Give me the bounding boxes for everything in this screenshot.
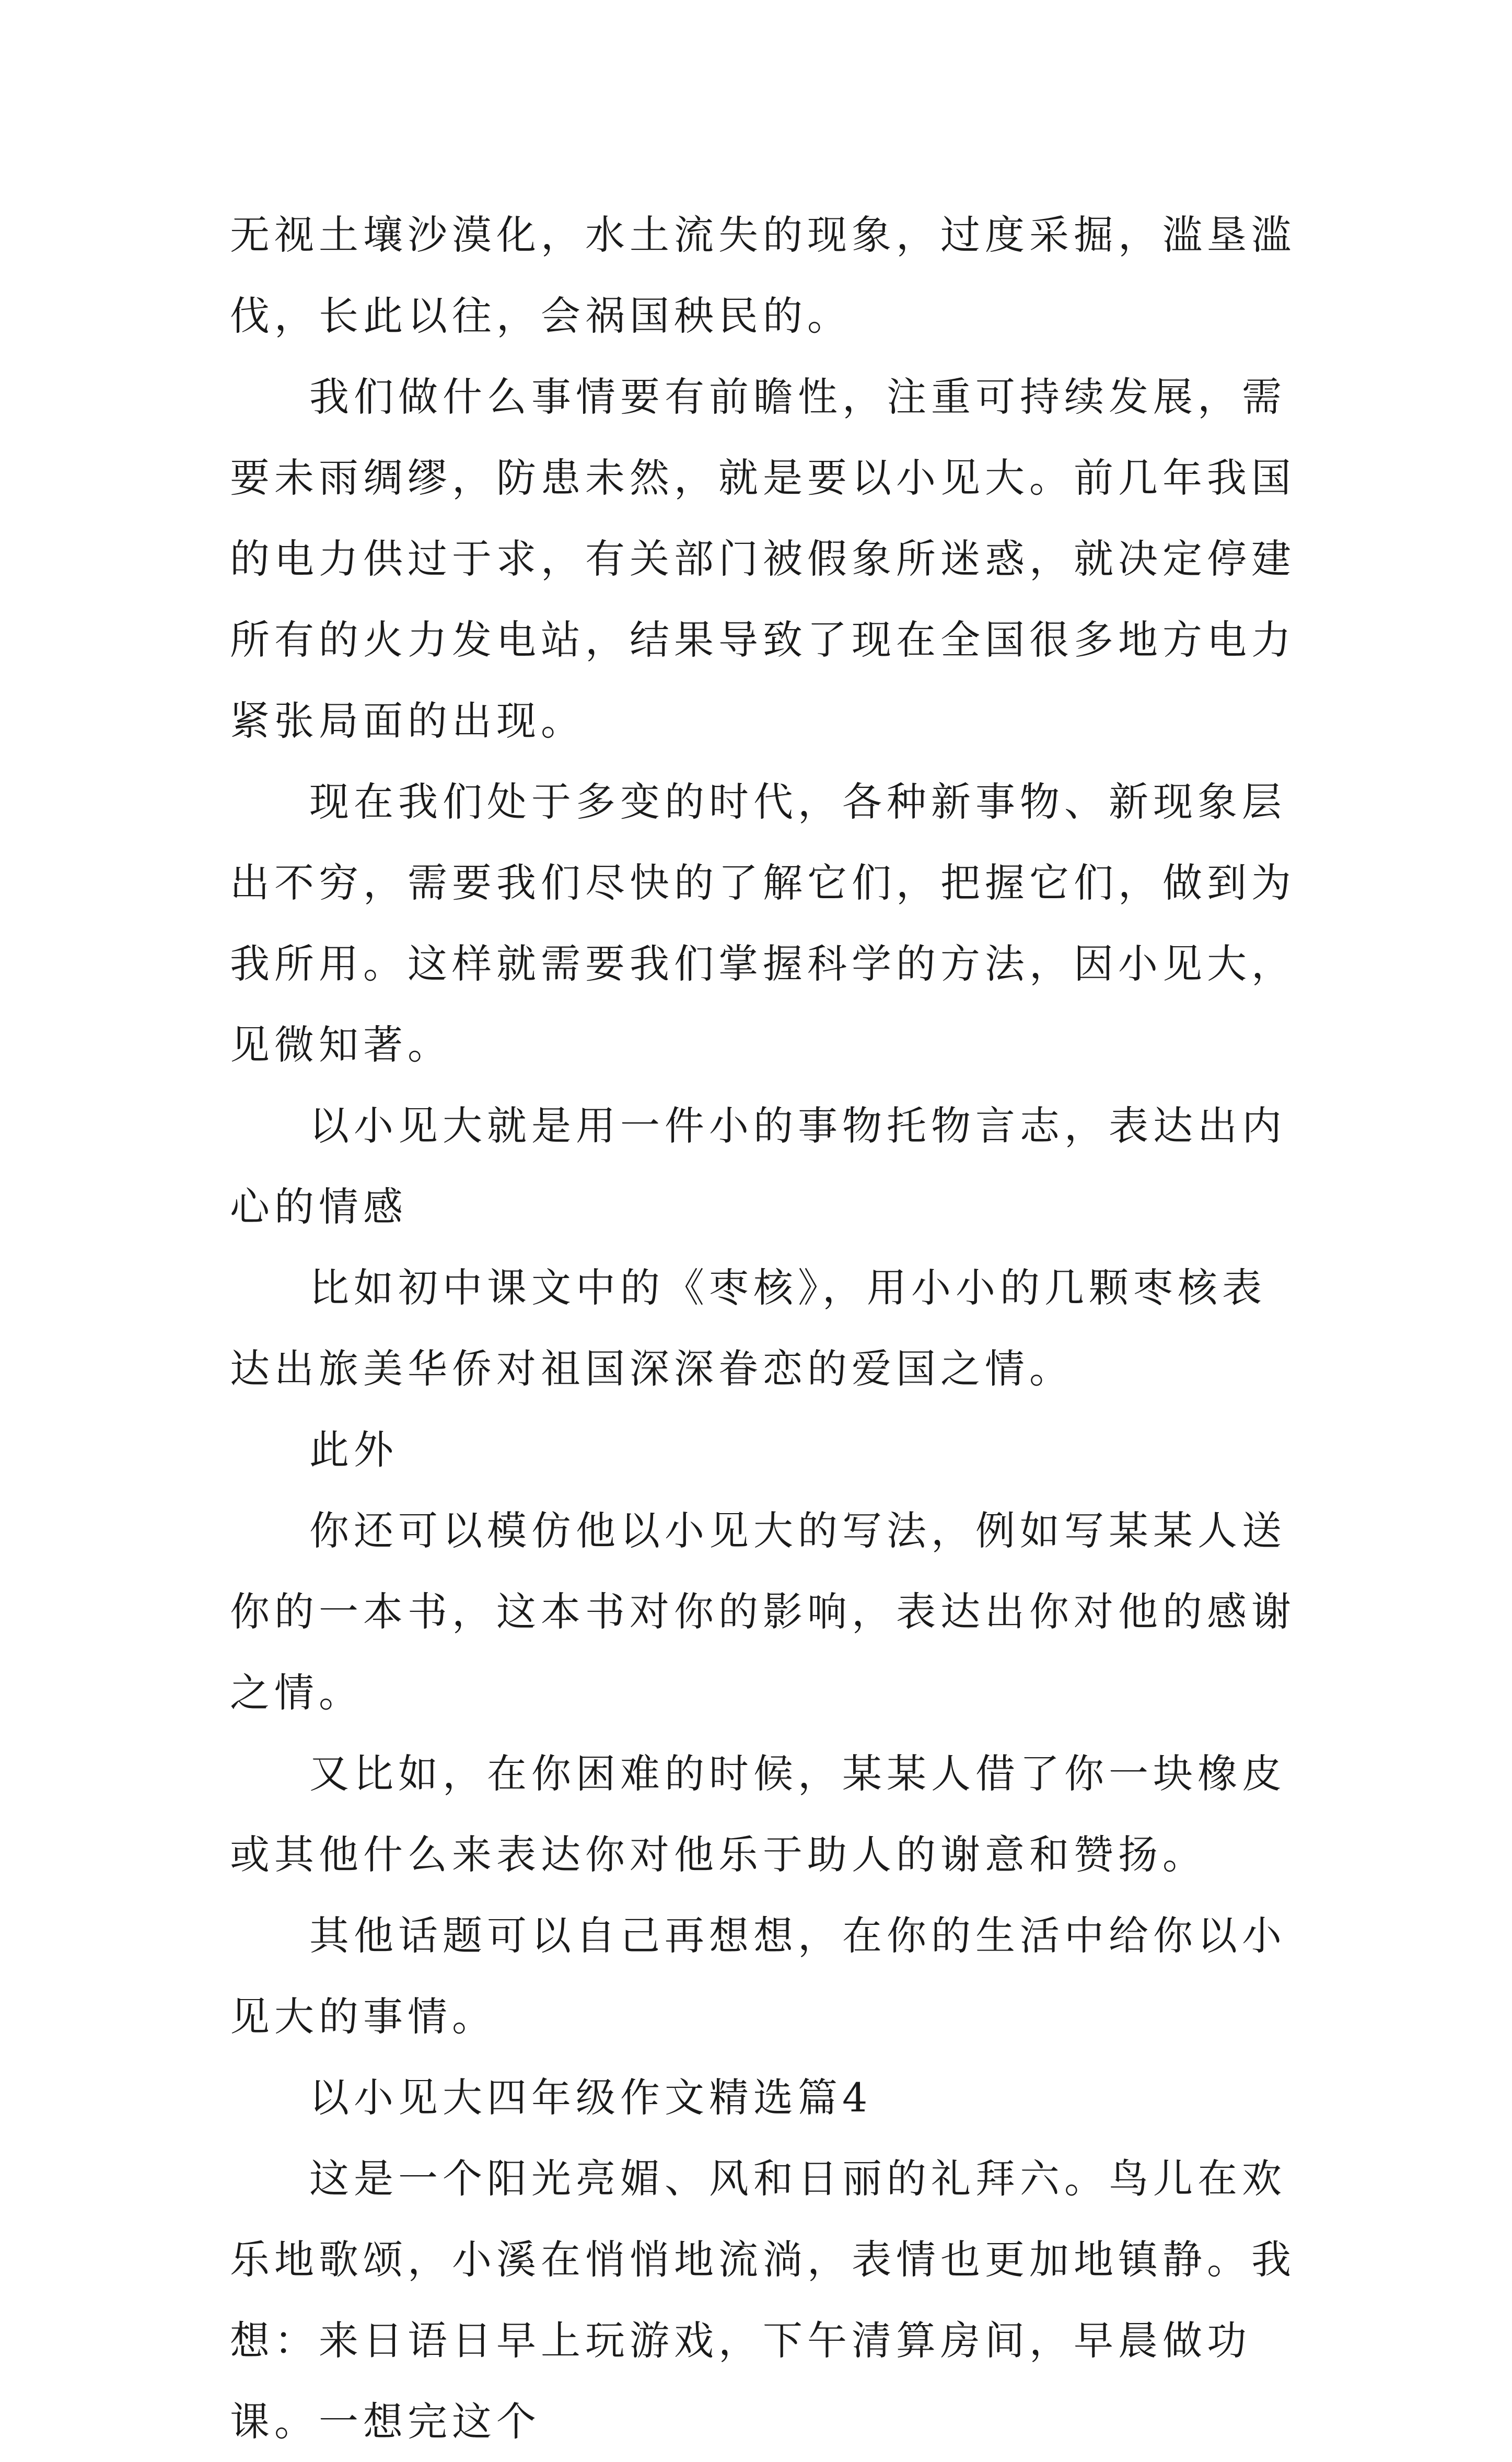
section-heading: 以小见大四年级作文精选篇4 <box>309 2074 873 2121</box>
document-body <box>230 194 1301 2462</box>
paragraph-3: 现在我们处于多变的时代，各种新事物、新现象层出不穷，需要我们尽快的了解它们，把握它们，做到为我所用。这样就需要我们掌握科学的方法，因小见大，见微知著。 <box>230 779 1296 1068</box>
paragraph-1: 无视土壤沙漠化，水土流失的现象，过度采掘，滥垦滥伐，长此以往，会祸国秧民的。 <box>230 212 1296 339</box>
paragraph-6: 此外 <box>309 1426 398 1473</box>
paragraph-11: 这是一个阳光亮媚、风和日丽的礼拜六。鸟儿在欢乐地歌颂，小溪在悄悄地流淌，表情也更加地镇静。我想：来日语日早上玩游戏，下午清算房间，早晨做功课。一想完这个 <box>230 2155 1296 2445</box>
paragraph-5: 比如初中课文中的《枣核》，用小小的几颗枣核表达出旅美华侨对祖国深深眷恋的爱国之情。 <box>230 1264 1266 1392</box>
paragraph-8: 又比如，在你困难的时候，某某人借了你一块橡皮或其他什么来表达你对他乐于助人的谢意和赞扬。 <box>230 1750 1286 1878</box>
paragraph-4: 以小见大就是用一件小的事物托物言志，表达出内心的情感 <box>230 1102 1286 1230</box>
paragraph-2: 我们做什么事情要有前瞻性，注重可持续发展，需要未雨绸缪，防患未然，就是要以小见大。前几年我国的电力供过于求，有关部门被假象所迷惑，就决定停建所有的火力发电站，结果导致了现在全国很多地方电力紧张局面的出现。 <box>230 374 1296 744</box>
paragraph-7: 你还可以模仿他以小见大的写法，例如写某某人送你的一本书，这本书对你的影响，表达出你对他的感谢之情。 <box>230 1507 1296 1716</box>
paragraph-9: 其他话题可以自己再想想，在你的生活中给你以小见大的事情。 <box>230 1912 1286 2040</box>
